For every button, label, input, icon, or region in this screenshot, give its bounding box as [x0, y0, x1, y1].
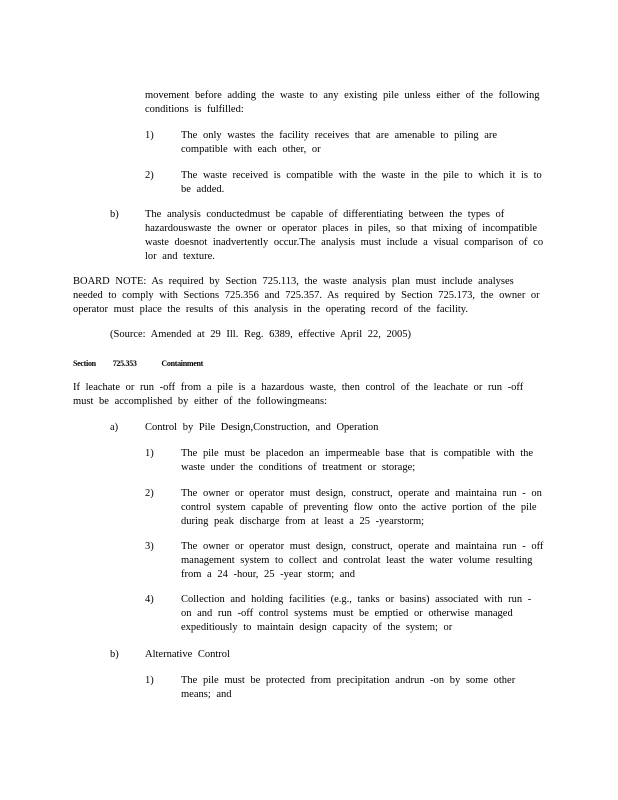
list-marker: a): [110, 422, 119, 433]
list-marker: 1): [145, 130, 154, 141]
list-marker: 1): [145, 675, 154, 686]
list-item: The pile must be protected from precipitation andrun -on by some other means; and: [181, 675, 516, 700]
list-marker: 2): [145, 170, 154, 181]
section-label: Section: [73, 359, 96, 368]
source-note: (Source: Amended at 29 Ill. Reg. 6389, effective April 22, 2005): [110, 329, 411, 340]
control-b-title: Alternative Control: [145, 649, 230, 660]
list-item: The pile must be placedon an impermeable base that is compatible with the waste under the conditions of treatment or storage;: [181, 448, 534, 473]
list-item: The owner or operator must design, construct, operate and maintaina run - off management system to collect and controlat least the water volume resulting from a 24 -hour, 25 -year storm; and: [181, 541, 544, 580]
section-title: Containment: [161, 359, 203, 368]
list-item: The owner or operator must design, construct, operate and maintaina run - on control system capable of preventing flow onto the active portion of the pile during peak discharge from at least a 25 -yearstorm;: [181, 488, 542, 527]
board-note: BOARD NOTE: As required by Section 725.113, the waste analysis plan must include analyses needed to comply with Sections 725.356 and 725.357. As required by Section 725.173, the owner or operator must place the results of this analysis in the operating record of the facility.: [73, 276, 540, 315]
list-marker: b): [110, 209, 119, 220]
intro-paragraph: movement before adding the waste to any existing pile unless either of the following conditions is fulfilled:: [145, 90, 540, 115]
list-item: The only wastes the facility receives that are amenable to piling are compatible with each other, or: [181, 130, 498, 155]
list-marker: b): [110, 649, 119, 660]
list-marker: 4): [145, 594, 154, 605]
section-heading: [73, 357, 373, 371]
list-item: The waste received is compatible with the waste in the pile to which it is to be added.: [181, 170, 542, 195]
list-marker: 3): [145, 541, 154, 552]
containment-intro: If leachate or run -off from a pile is a hazardous waste, then control of the leachate or run -off must be accomplished by either of the followingmeans:: [73, 382, 524, 407]
section-number: 725.353: [112, 359, 137, 368]
list-marker: 1): [145, 448, 154, 459]
control-a-title: Control by Pile Design,Construction, and Operation: [145, 422, 379, 433]
analysis-paragraph: The analysis conductedmust be capable of differentiating between the types of hazardouswaste the owner or operator places in piles, so that mixing of incompatible waste doesnot inadvertently occur.The analysis must include a visual comparison of co lor and texture.: [145, 209, 544, 262]
list-marker: 2): [145, 488, 154, 499]
list-item: Collection and holding facilities (e.g., tanks or basins) associated with run - on and run -off control systems must be emptied or otherwise managed expeditiously to maintain design capacity of the system; or: [181, 594, 532, 633]
